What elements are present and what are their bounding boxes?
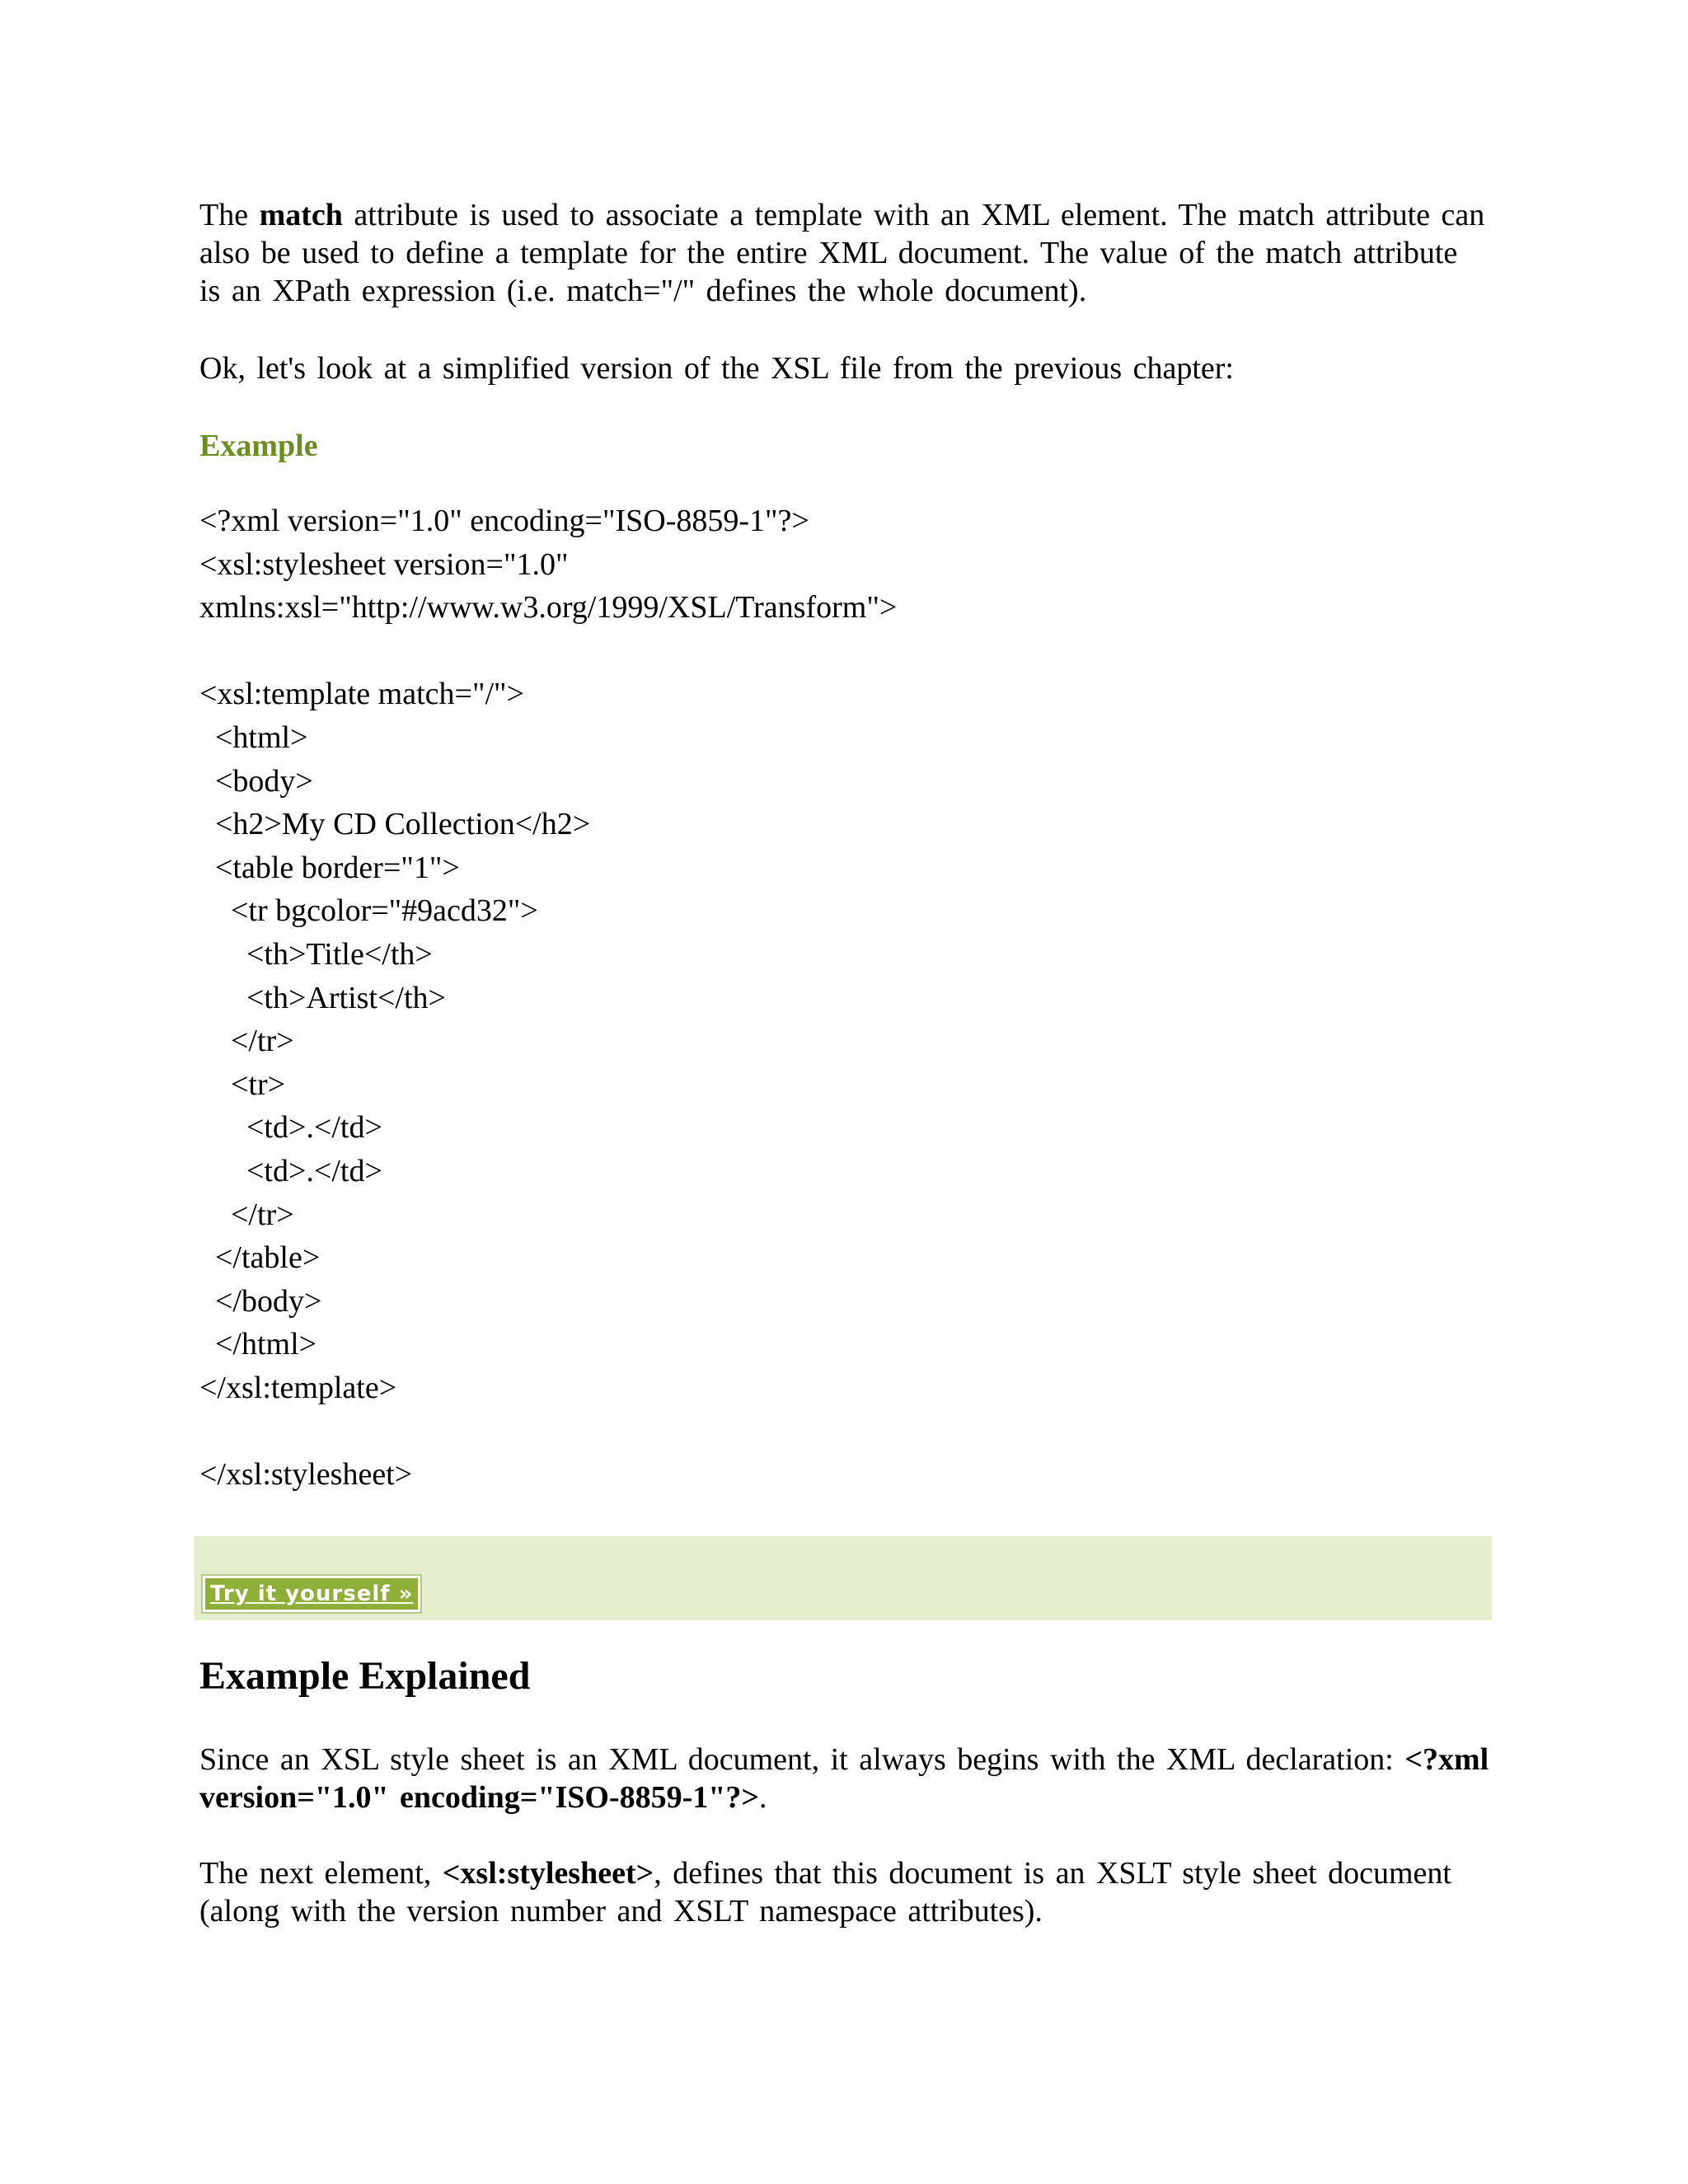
paragraph-text: . [759, 1780, 767, 1815]
match-attribute-paragraph [199, 196, 1485, 310]
try-it-box [195, 1536, 1492, 1620]
example-label: Example [199, 429, 318, 463]
code-line: <xsl:template match="/"> [199, 677, 524, 712]
try-it-yourself-button[interactable]: Try it yourself » [203, 1576, 420, 1612]
code-line: <th>Artist</th> [199, 980, 446, 1015]
code-example [199, 499, 897, 1497]
bold-stylesheet-element: <xsl:stylesheet> [442, 1856, 654, 1891]
code-line: xmlns:xsl="http://www.w3.org/1999/XSL/Transform"> [199, 590, 898, 626]
paragraph-text: , defines that this document is an XSLT style sheet document (along with the version number and XSLT namespace attributes). [199, 1856, 1451, 1929]
code-line: <body> [199, 763, 313, 799]
code-line: <td>.</td> [199, 1153, 382, 1188]
code-line: <?xml version="1.0" encoding="ISO-8859-1"?> [199, 504, 809, 538]
paragraph-text: Since an XSL style sheet is an XML document, it always begins with the XML declaration: [199, 1742, 1405, 1777]
code-line: <th>Title</th> [199, 936, 433, 972]
code-line: <h2>My CD Collection</h2> [199, 807, 591, 842]
code-line: </tr> [199, 1197, 294, 1232]
intro-paragraph: Ok, let's look at a simplified version of the XSL file from the previous chapter: [199, 351, 1234, 386]
code-line: </xsl:stylesheet> [199, 1457, 413, 1493]
xml-declaration-paragraph [199, 1741, 1518, 1816]
code-line: </body> [199, 1283, 322, 1319]
code-line: <tr bgcolor="#9acd32"> [199, 893, 538, 929]
code-line: <td>.</td> [199, 1110, 382, 1146]
code-line: <html> [199, 719, 308, 755]
code-line: </xsl:template> [199, 1370, 397, 1405]
stylesheet-element-paragraph [199, 1854, 1518, 1930]
bold-xml-declaration: <?xml version="1.0" encoding="ISO-8859-1"?> [199, 1742, 1489, 1815]
code-line: <xsl:stylesheet version="1.0" [199, 546, 569, 582]
paragraph-text: The [199, 198, 260, 232]
paragraph-text: attribute is used to associate a template with an XML element. The match attribute can also be used to define a template for the entire XML document. The value of the match attribute is an XPath expression (i.e. match="/" defines the whole document). [199, 198, 1485, 308]
code-line: <table border="1"> [199, 850, 460, 885]
bold-term-match: match [259, 198, 343, 232]
paragraph-text: The next element, [199, 1856, 443, 1891]
code-line: </html> [199, 1327, 317, 1362]
section-heading: Example Explained [199, 1654, 531, 1698]
code-line: </tr> [199, 1024, 294, 1059]
code-line: </table> [199, 1240, 321, 1276]
code-line: <tr> [199, 1066, 286, 1102]
